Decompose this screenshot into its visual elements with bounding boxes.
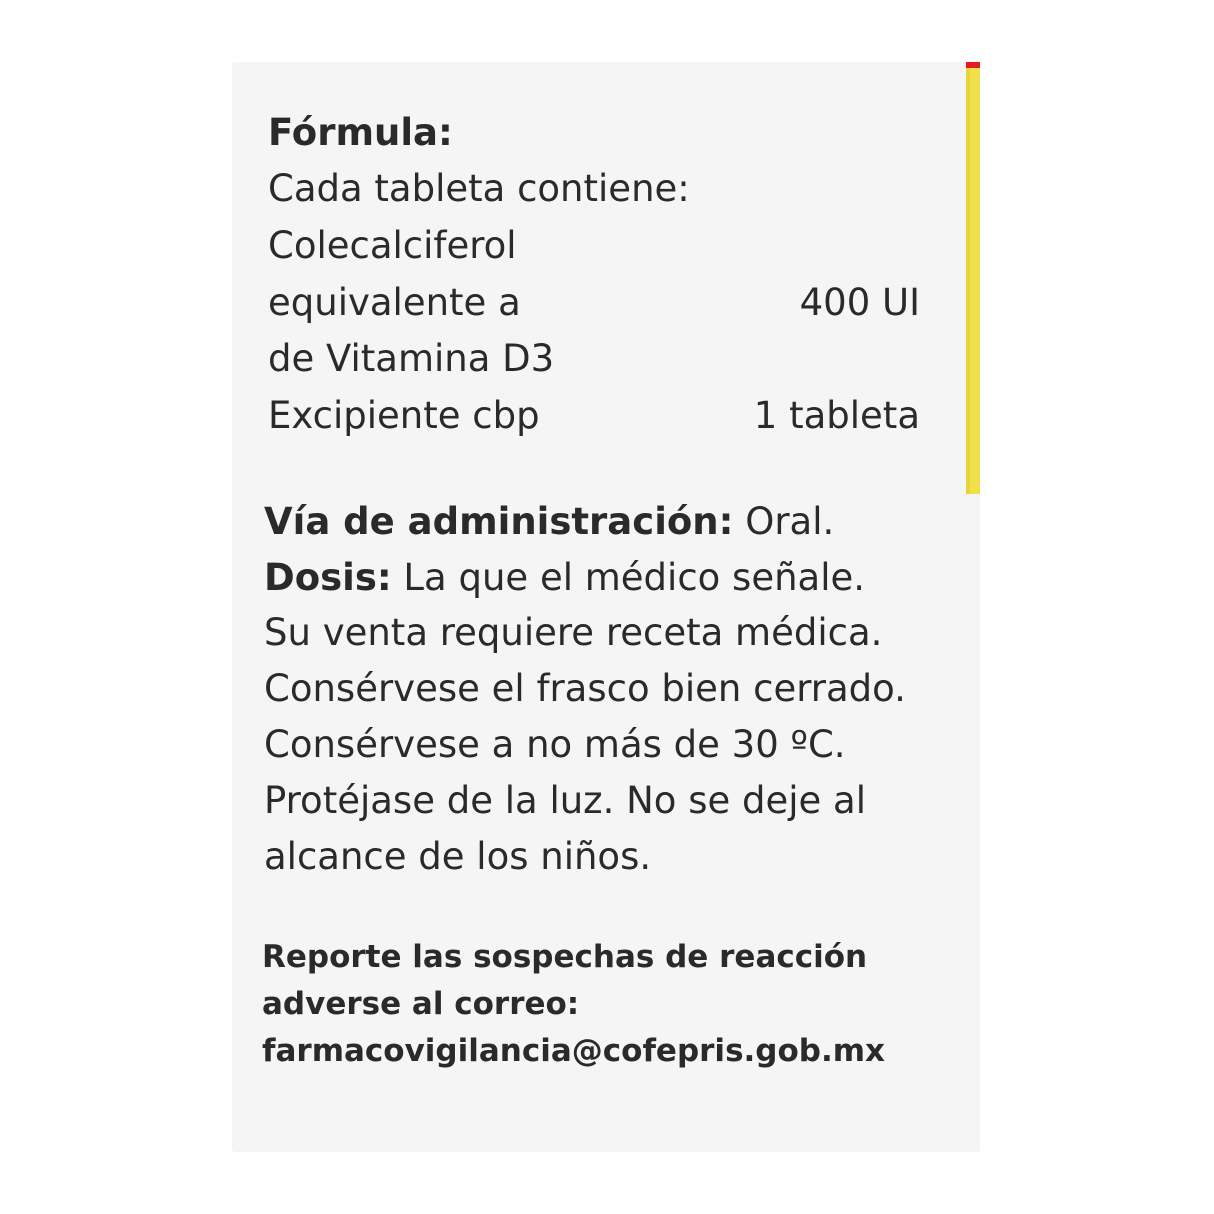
instruction-line: alcance de los niños. (264, 835, 652, 878)
dose-label: Dosis: (264, 556, 392, 599)
route-label: Vía de administración: (264, 500, 734, 543)
dose-value: La que el médico señale. (391, 556, 866, 599)
ingredient-vitamin: de Vitamina D3 (268, 337, 555, 380)
excipient-label: Excipiente cbp (268, 394, 540, 437)
instruction-line: Consérvese el frasco bien cerrado. (264, 667, 906, 710)
report-line: adverse al correo: (262, 986, 580, 1022)
formula-heading: Fórmula: (268, 111, 453, 154)
package-yellow-edge (966, 68, 980, 494)
formula-intro: Cada tableta contiene: (268, 167, 690, 210)
route-value: Oral. (733, 500, 835, 543)
ingredient-amount: 400 UI (799, 281, 920, 324)
dose-line (264, 556, 866, 599)
instruction-line: Consérvese a no más de 30 ºC. (264, 723, 846, 766)
instruction-line: Protéjase de la luz. No se deje al (264, 779, 867, 822)
instruction-line: Su venta requiere receta médica. (264, 611, 883, 654)
excipient-amount: 1 tableta (753, 394, 920, 437)
ingredient-name: Colecalciferol (268, 224, 517, 267)
report-line: Reporte las sospechas de reacción (262, 939, 868, 975)
report-email: farmacovigilancia@cofepris.gob.mx (262, 1033, 886, 1069)
ingredient-equivalence: equivalente a (268, 281, 521, 324)
route-line (264, 500, 835, 543)
